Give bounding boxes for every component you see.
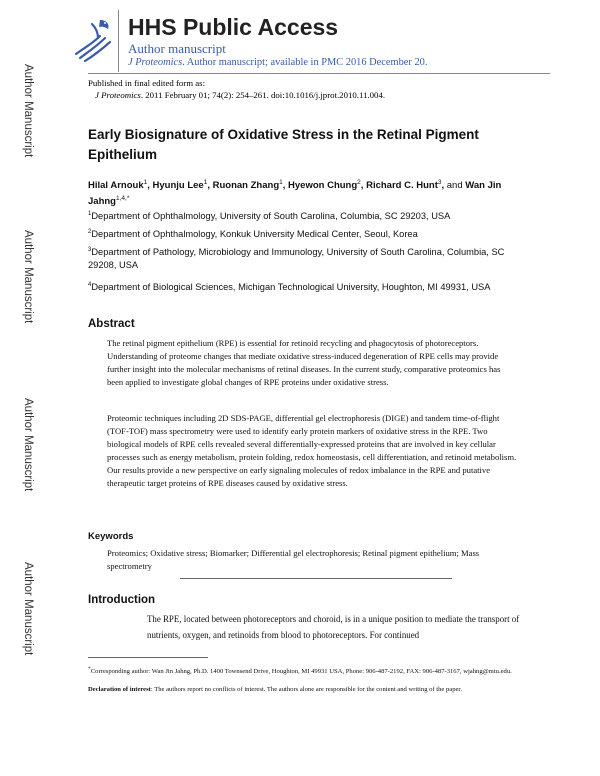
header-divider <box>118 10 119 72</box>
corresponding-author-text: Corresponding author: Wan Jin Jahng, Ph.D. 1400 Townsend Drive, Houghton, MI 49931 USA, Phone: 906-487-2192, FAX: 906-487-3167, wjahng@mtu.edu. <box>90 668 512 676</box>
keywords-heading: Keywords <box>88 531 134 542</box>
introduction-paragraph: The RPE, located between photoreceptors and choroid, is in a unique position to mediate the transport of nutrients, oxygen, and retinoids from blood to photoreceptors. For continued <box>147 614 520 640</box>
paper-title: Early Biosignature of Oxidative Stress in the Retinal Pigment Epithelium <box>88 127 479 162</box>
affiliation-text: Department of Biological Sciences, Michigan Technological University, Houghton, MI 49931, USA <box>91 282 491 293</box>
affiliation-text: Department of Ophthalmology, University of South Carolina, Columbia, SC 29203, USA <box>91 211 451 222</box>
affiliation <box>88 226 528 241</box>
author-name: Hilal Arnouk <box>88 180 144 192</box>
availability-text: . Author manuscript; available in PMC 2016 December 20. <box>182 57 428 68</box>
affiliation-mark: 2 <box>88 229 92 235</box>
affiliation <box>88 279 528 294</box>
hhs-title: HHS Public Access <box>128 14 339 40</box>
author-affiliation-mark: 1 <box>279 179 283 186</box>
published-label: Published in final edited form as: <box>88 78 206 88</box>
declaration-label: Declaration of interest <box>88 686 151 693</box>
affiliation-mark: 3 <box>88 247 92 253</box>
hhs-eagle-logo-icon <box>70 14 116 64</box>
affiliation <box>88 208 528 223</box>
affiliation-mark: 1 <box>88 211 92 217</box>
author-affiliation-mark: 1,4,* <box>115 195 130 203</box>
abstract-paragraph: The retinal pigment epithelium (RPE) is essential for retinoid recycling and phagocytosis of photoreceptors. Understanding of proteome changes that mediate oxidative stress-induced degeneration of RPE cells may provide further insight into the molecular mechanisms of retinal diseases. In the current study, comparative proteomics has been applied to investigate global changes of RPE proteins under oxidative stress. <box>107 338 501 387</box>
footnote-rule <box>88 657 208 658</box>
author-affiliation-mark: 1 <box>203 179 208 186</box>
side-label-author-manuscript: Author Manuscript <box>22 562 34 656</box>
author-manuscript-label: Author manuscript <box>128 41 226 56</box>
author-name: Hyewon Chung <box>288 180 358 192</box>
author-affiliation-mark: 3 <box>437 179 442 186</box>
citation-line <box>95 90 385 100</box>
author-name: Richard C. Hunt <box>366 180 438 192</box>
header-rule <box>88 73 550 74</box>
journal-name: J Proteomics <box>128 57 183 68</box>
introduction-heading: Introduction <box>88 594 156 606</box>
side-label-author-manuscript: Author Manuscript <box>22 230 34 324</box>
availability-line <box>128 57 427 68</box>
author-list: Hilal Arnouk$^1$, Hyunju Lee$^1$, Ruonan Zhang$^1$, Hyewon Chung$^2$, Richard C. Hunt$^3$, and Wan Jin Jahng$^{1,4,*}$ <box>88 179 502 208</box>
abstract-heading: Abstract <box>88 318 135 330</box>
keywords-divider <box>180 578 452 579</box>
affiliation-mark: 4 <box>88 282 92 288</box>
declaration-text: : The authors report no conflicts of interest. The authors alone are responsible for the content and writing of the paper. <box>150 686 462 693</box>
declaration-footnote <box>88 685 518 694</box>
citation-details: . 2011 February 01; 74(2): 254–261. doi:10.1016/j.jprot.2010.11.004. <box>140 90 386 100</box>
abstract-paragraph: Proteomic techniques including 2D SDS-PAGE, differential gel electrophoresis (DIGE) and tandem time-of-flight (TOF-TOF) mass spectrometry were used to identify early protein markers of oxidative stress in the RPE. Two biological models of RPE cells revealed several differentially-expressed proteins that are involved in key cellular processes such as energy metabolism, protein folding, redox homeostasis, cell differentiation, and retinoid metabolism. Our results provide a new perspective on early signaling molecules of redox imbalance in the RPE and putative therapeutic target proteins of RPE diseases caused by oxidative stress. <box>107 413 517 488</box>
side-label-author-manuscript: Author Manuscript <box>22 398 34 492</box>
keywords-text: Proteomics; Oxidative stress; Biomarker; Differential gel electrophoresis; Retinal pigment epithelium; Mass spectrometry <box>107 548 480 571</box>
affiliation-text: Department of Pathology, Microbiology and Immunology, University of South Carolina, Columbia, SC 29208, USA <box>88 247 505 271</box>
author-name: Hyunju Lee <box>152 180 204 192</box>
author-affiliation-mark: 2 <box>357 179 361 186</box>
author-name: Ruonan Zhang <box>212 180 280 192</box>
author-affiliation-mark: 1 <box>143 179 148 186</box>
side-label-author-manuscript: Author Manuscript <box>22 64 34 158</box>
affiliation <box>88 244 528 272</box>
affiliation-text: Department of Ophthalmology, Konkuk University Medical Center, Seoul, Korea <box>91 229 418 240</box>
corresponding-author-footnote <box>88 665 518 677</box>
footnote-mark: * <box>88 666 91 672</box>
citation-journal: J Proteomics <box>95 90 141 100</box>
author-name: Wan Jin Jahng <box>88 180 502 208</box>
